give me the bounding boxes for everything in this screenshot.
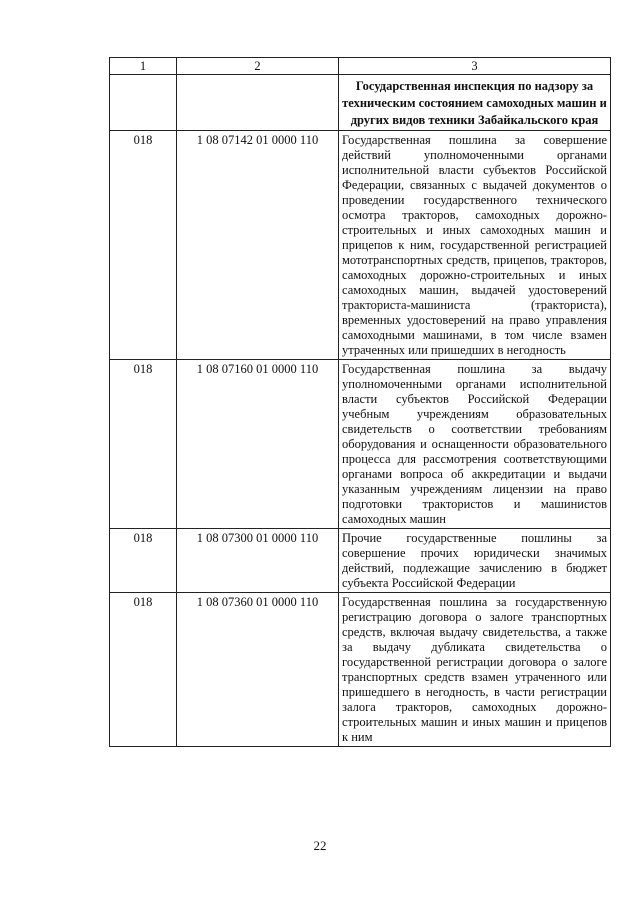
column-number-row: [110, 58, 611, 75]
admin-code: 018: [110, 593, 177, 747]
admin-code: 018: [110, 131, 177, 360]
column-number-3: 3: [339, 58, 611, 75]
table-row: [110, 131, 611, 360]
revenue-codes-table: [109, 57, 611, 747]
agency-title: Государственная инспекция по надзору за техническим состоянием самоходных машин и других видов техники Забайкальского края: [339, 75, 611, 131]
table-row: [110, 529, 611, 593]
admin-code: 018: [110, 529, 177, 593]
kbk-code: 1 08 07360 01 0000 110: [177, 593, 339, 747]
revenue-description: Государственная пошлина за выдачу уполномоченными органами исполнительной власти субъектов Российской Федерации учебным учреждениям образовательных свидетельств о соответствии требованиям оборудования и оснащенности образовательного процесса для рассмотрения соответствующими органами вопроса об аккредитации и выдачи указанным учреждениям лицензии на право подготовки трактористов и машинистов самоходных машин: [339, 360, 611, 529]
revenue-description: Прочие государственные пошлины за совершение прочих юридически значимых действий, подлежащие зачислению в бюджет субъекта Российской Федерации: [339, 529, 611, 593]
agency-empty-cell-1: [110, 75, 177, 131]
column-number-1: 1: [110, 58, 177, 75]
admin-code: 018: [110, 360, 177, 529]
table-row: [110, 593, 611, 747]
agency-empty-cell-2: [177, 75, 339, 131]
table-row: [110, 360, 611, 529]
kbk-code: 1 08 07142 01 0000 110: [177, 131, 339, 360]
revenue-description: Государственная пошлина за совершение действий уполномоченными органами исполнительной власти субъектов Российской Федерации, связанных с выдачей документов о проведении государственного технического осмотра тракторов, самоходных дорожно-строительных и иных самоходных машин и прицепов к ним, государственной регистрацией мототранспортных средств, прицепов, тракторов, самоходных дорожно-строительных и иных самоходных машин, выдачей удостоверений тракториста-машиниста (тракториста), временных удостоверений на право управления самоходными машинами, в том числе взамен утраченных или пришедших в негодность: [339, 131, 611, 360]
column-number-2: 2: [177, 58, 339, 75]
kbk-code: 1 08 07300 01 0000 110: [177, 529, 339, 593]
page-number: 22: [313, 838, 327, 853]
revenue-description: Государственная пошлина за государственную регистрацию договора о залоге транспортных средств, включая выдачу свидетельства, а также за выдачу дубликата свидетельства о государственной регистрации договора о залоге транспортных средств взамен утраченного или пришедшего в негодность, в части регистрации залога тракторов, самоходных дорожно-строительных машин и иных машин и прицепов к ним: [339, 593, 611, 747]
kbk-code: 1 08 07160 01 0000 110: [177, 360, 339, 529]
agency-row: [110, 75, 611, 131]
